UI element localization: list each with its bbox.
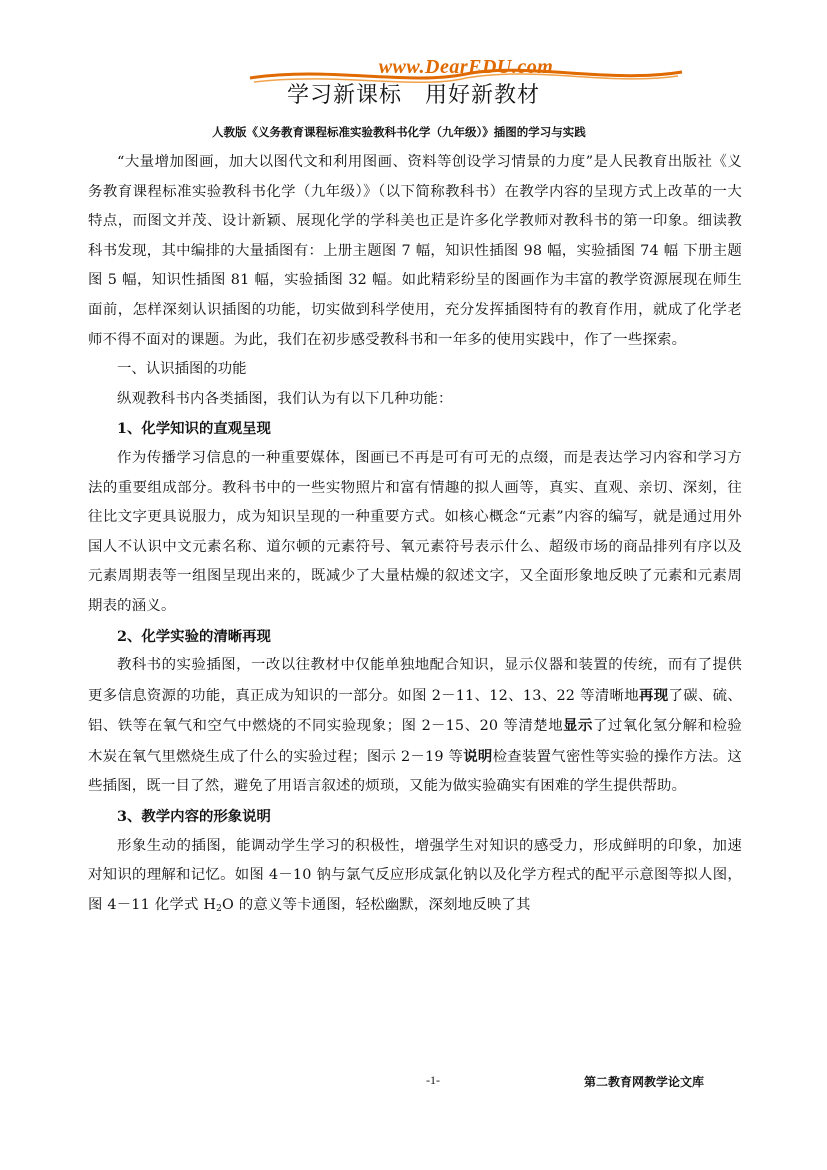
emphasis-reproduce: 再现 [639, 686, 669, 704]
footer-library: 第二教育网教学论文库 [584, 1075, 705, 1089]
text-run: 教科书的实验插图，一改以往教材中仅能单独地配合知识，显示仪器和装置的传统，而有了提供更多信息资源的功能，真正成为知识的一部分。如图 2－11、12、13、22 等清晰地 [88, 657, 742, 704]
emphasis-show: 显示 [563, 717, 593, 735]
emphasis-explain: 说明 [463, 747, 493, 765]
text-run: 了过氧化氢分解和检验木炭在氧气里燃烧生成了什么的实验过程；图示 2－19 等 [88, 718, 742, 765]
paragraph-intro: “大量增加图画，加大以图代文和利用图画、资料等创设学习情景的力度”是人民教育出版社《义务教育课程标准实验教科书化学（九年级）》（以下简称教科书）在教学内容的呈现方式上改革的一大特点，而图文并茂、设计新颖、展现化学的学科美也正是许多化学教师对教科书的第一印象。细读教科书发现，其中编排的大量插图有：上册主题图 7 幅，知识性插图 98 幅，实验插图 74 幅 下册主题图 5 幅，知识性插图 81 幅，实验插图 32 幅。如此精彩纷呈的图画作为丰富的教学资源展现在师生面前，怎样深刻认识插图的功能，切实做到科学使用，充分发挥插图特有的教育作用，就成了化学老师不得不面对的课题。为此，我们在初步感受教科书和一年多的使用实践中，作了一些探索。 [88, 154, 742, 348]
paragraph-experiments [88, 651, 742, 802]
section-heading-1: 一、认识插图的功能 [117, 361, 247, 378]
text-run: 检查装置气密性等实验的操作方法。这些插图，既一目了然，避免了用语言叙述的烦琐，又能为做实验确实有困难的学生提供帮助。 [88, 748, 743, 795]
text-run: 形象生动的插图，能调动学生学习的积极性，增强学生对知识的感受力，形成鲜明的印象，加速对知识的理解和记忆。如图 4－10 钠与氯气反应形成氯化钠以及化学方程式的配平示意图等拟人图，图 4－11 化学式 H [88, 837, 742, 913]
text-run: O 的意义等卡通图，轻松幽默，深刻地反映了其 [222, 896, 531, 913]
subscript-2: 2 [216, 903, 223, 914]
page-subtitle: 人教版《义务教育课程标准实验教科书化学（九年级）》插图的学习与实践 [212, 125, 586, 139]
text-run: 了碳、硫、铝、铁等在氧气和空气中燃烧的不同实验现象；图 2－15、20 等清楚地 [88, 687, 742, 735]
page-number: -1- [426, 1073, 440, 1087]
logo-text: www.DearEDU.com [378, 56, 554, 78]
subheading-3: 3、教学内容的形象说明 [117, 808, 271, 826]
subheading-1: 1、化学知识的直观呈现 [117, 420, 271, 438]
paragraph-knowledge: 作为传播学习信息的一种重要媒体，图画已不再是可有可无的点缀，而是表达学习内容和学习方法的重要组成部分。教科书中的一些实物照片和富有情趣的拟人画等，真实、直观、亲切、深刻，往往比文字更具说服力，成为知识呈现的一种重要方式。如核心概念“元素”内容的编写，就是通过用外国人不认识中文元素名称、道尔顿的元素符号、氧元素符号表示什么、超级市场的商品排列有序以及元素周期表等一组图呈现出来的，既减少了大量枯燥的叙述文字，又全面形象地反映了元素和元素周期表的涵义。 [88, 449, 742, 614]
subheading-2: 2、化学实验的清晰再现 [117, 627, 271, 645]
paragraph-functions: 纵观教科书内各类插图，我们认为有以下几种功能： [117, 390, 453, 407]
paragraph-teaching [88, 832, 742, 925]
article-body [88, 148, 742, 924]
page-title: 学习新课标 用好新教材 [286, 83, 540, 108]
